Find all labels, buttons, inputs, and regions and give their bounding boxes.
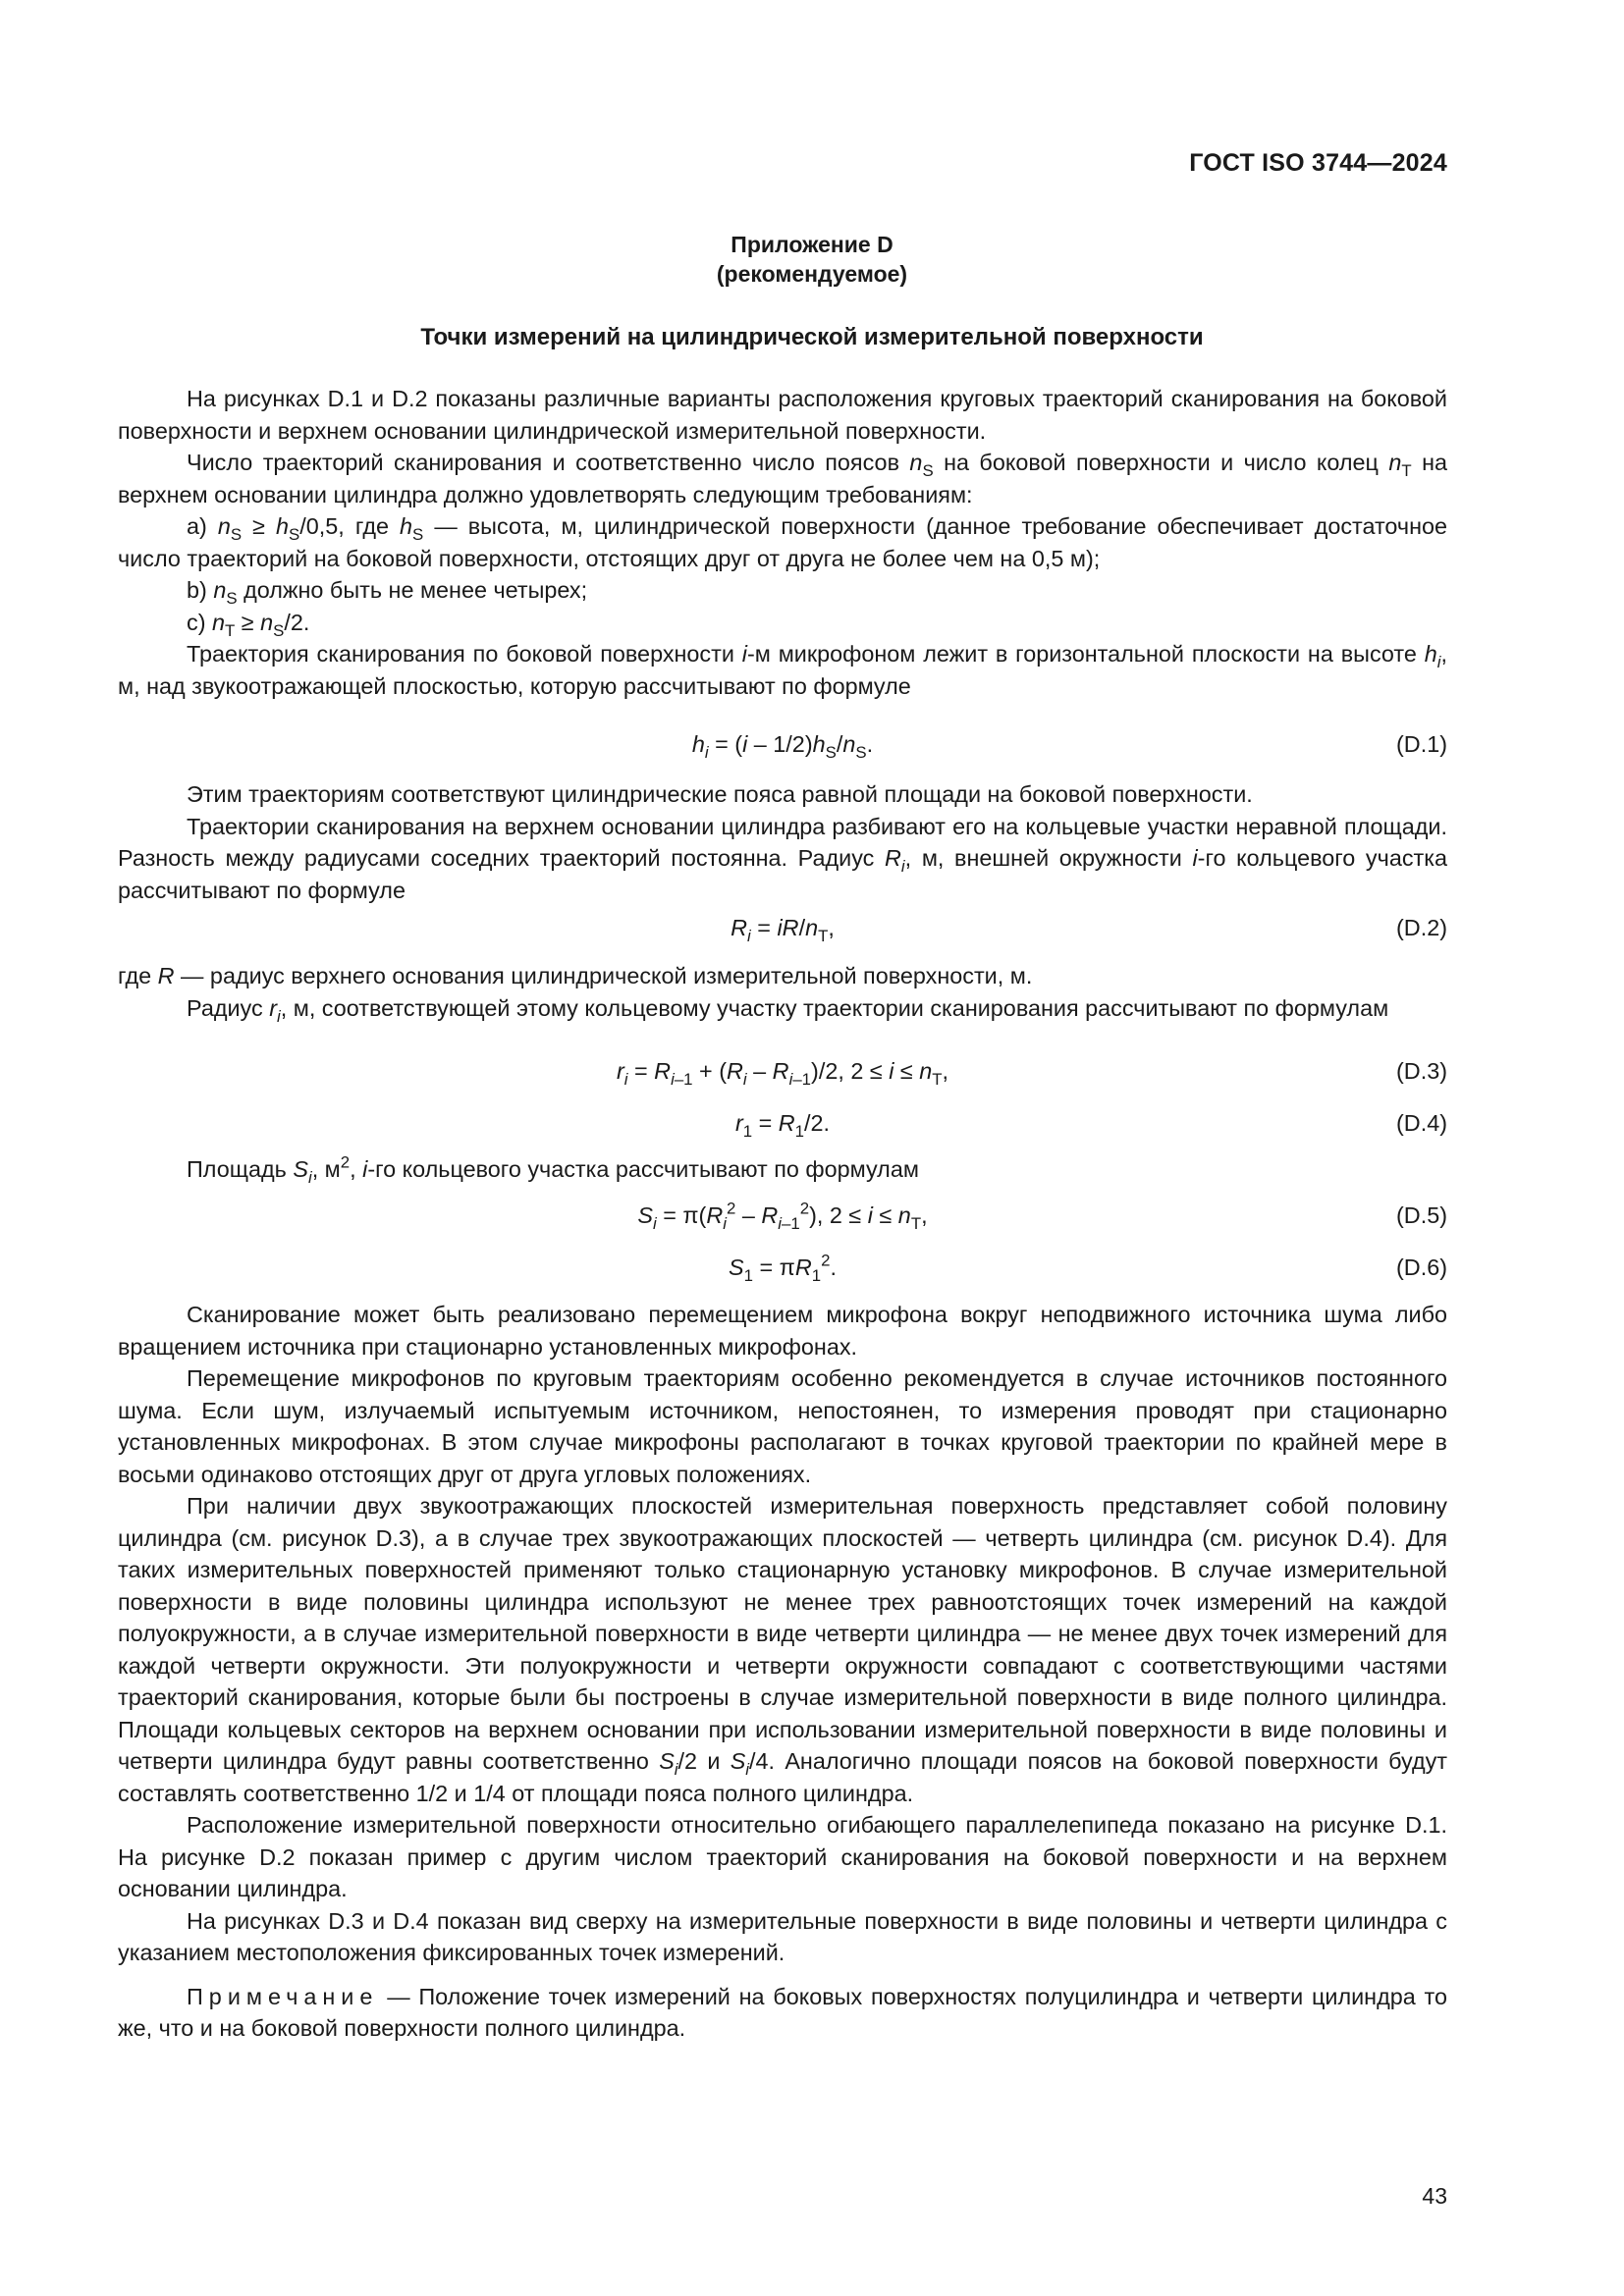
paragraph: На рисунках D.3 и D.4 показан вид сверху на измерительные поверхности в виде половины и четверти цилиндра с указанием местоположения фиксированных точек измерений. xyxy=(118,1907,1447,1965)
formula-number: (D.3) xyxy=(1396,1058,1447,1084)
paragraph: Число траекторий сканирования и соответственно число поясов $n_S$ на боковой поверхности и число колец $n_T$ на верхнем основании цилиндра должно удовлетворять следующим требованиям: xyxy=(118,450,1448,507)
formula-d1: $h_i = (i - 1/2)h_S/n_S$. (D.1) xyxy=(118,728,1447,760)
paragraph: где R — радиус верхнего основания цилиндрической измерительной поверхности, м. xyxy=(118,963,1033,988)
text-block-3 xyxy=(118,960,1447,1024)
annex-status: (рекомендуемое) xyxy=(716,261,908,287)
note-label: Примечание xyxy=(187,1983,379,2009)
paragraph: Траектория сканирования по боковой поверхности i-м микрофоном лежит в горизонтальной плоскости на высоте $h_i$, м, над звукоотражающей плоскостью, которую рассчитывают по формуле xyxy=(118,641,1447,699)
standard-designation: ГОСТ ISO 3744—2024 xyxy=(1189,149,1447,177)
paragraph: Перемещение микрофонов по круговым траекториям особенно рекомендуется в случае источников постоянного шума. Если шум, излучаемый испытуемым источником, непостоянен, то измерения проводят при стационарно установленных микрофонах. В этом случае микрофоны располагают в точках круговой траектории по крайней мере в восьми одинаково отстоящих друг от друга угловых положениях. xyxy=(118,1365,1447,1487)
section-title: Точки измерений на цилиндрической измерительной поверхности xyxy=(420,324,1204,350)
formula-d4: $r_1 = R_1/2$. (D.4) xyxy=(118,1107,1447,1139)
formula-number: (D.6) xyxy=(1396,1255,1447,1280)
text-block-4 xyxy=(118,1153,1447,1186)
paragraph: Сканирование может быть реализовано перемещением микрофона вокруг неподвижного источника шума либо вращением источника при стационарно установленных микрофонах. xyxy=(118,1302,1447,1360)
requirement-b: b) $n_S$ должно быть не менее четырех; xyxy=(187,577,588,608)
annex-title: Приложение D xyxy=(731,232,893,257)
formula-d3: $r_i = R_{i-1} + (R_i - R_{i-1})/2$, $2 \le i \le n_T$, (D.3) xyxy=(118,1055,1447,1087)
paragraph: Траектории сканирования на верхнем основании цилиндра разбивают его на кольцевые участки неравной площади. Разность между радиусами соседних траекторий постоянна. Радиус $R_i$, м, внешней окружности i-го кольцевого участка рассчитывают по формуле xyxy=(118,813,1447,903)
page-number: 43 xyxy=(1422,2183,1447,2209)
formula-number: (D.1) xyxy=(1396,731,1447,757)
text-block-5 xyxy=(118,1299,1447,2045)
paragraph: Радиус $r_i$, м, соответствующей этому кольцевому участку траектории сканирования рассчитывают по формулам xyxy=(187,994,1389,1026)
formula-d2: $R_i = iR/n_T$, (D.2) xyxy=(118,912,1447,943)
formula-d6: $S_1 = \pi R_1^2$. (D.6) xyxy=(729,1251,1447,1285)
paragraph: Этим траекториям соответствуют цилиндрические пояса равной площади на боковой поверхности. xyxy=(187,781,1253,807)
formula-number: (D.2) xyxy=(1396,915,1447,940)
paragraph: Расположение измерительной поверхности относительно огибающего параллелепипеда показано на рисунке D.1. На рисунке D.2 показан пример с другим числом траекторий сканирования на боковой поверхности и на верхнем основании цилиндра. xyxy=(118,1812,1447,1901)
paragraph: Площадь $S_i$, $м^2$, i-го кольцевого участка рассчитывают по формулам xyxy=(187,1152,919,1187)
paragraph: При наличии двух звукоотражающих плоскостей измерительная поверхность представляет собой половину цилиндра (см. рисунок D.3), а в случае трех звукоотражающих плоскостей — четверть цилиндра (см. рисунок D.4). Для таких измерительных поверхностей применяют только стационарную установку микрофонов. В случае измерительной поверхности в виде половины цилиндра используют не менее трех равноотстоящих точек измерений на каждой полуокружности, а в случае измерительной поверхности в виде четверти цилиндра — не менее двух точек измерений для каждой четверти окружности. Эти полуокружности и четверти окружности совпадают с соответствующими частями траекторий сканирования, которые были бы построены в случае измерительной поверхности в виде полного цилиндра. Площади кольцевых секторов на верхнем основании при использовании измерительной поверхности в виде половины и четверти цилиндра будут равны соответственно $S_i/2$ и $S_i/4$. Аналогично площади поясов на боковой поверхности будут составлять соответственно 1/2 и 1/4 от площади пояса полного цилиндра. xyxy=(118,1493,1448,1806)
formula-number: (D.4) xyxy=(1396,1110,1447,1136)
text-block-1 xyxy=(118,383,1447,702)
formula-d5: $S_i = \pi(R_i^2 - R_{i-1}^2)$, $2 \le i \le n_T$, (D.5) xyxy=(637,1199,1447,1233)
requirement-a: a) $n_S \ge h_S/0,5$, где $h_S$ — высота, м, цилиндрической поверхности (данное требование обеспечивает достаточное число траекторий на боковой поверхности, отстоящих друг от друга не более чем на 0,5 м); xyxy=(118,513,1448,571)
requirement-c: c) $n_T \ge n_S/2$. xyxy=(187,609,310,640)
paragraph: На рисунках D.1 и D.2 показаны различные варианты расположения круговых траекторий сканирования на боковой поверхности и верхнем основании цилиндрической измерительной поверхности. xyxy=(118,386,1447,444)
text-block-2 xyxy=(118,778,1447,906)
formula-number: (D.5) xyxy=(1396,1202,1447,1228)
note: Примечание — Положение точек измерений на боковых поверхностях полуцилиндра и четверти цилиндра то же, что и на боковой поверхности полного цилиндра. xyxy=(118,1983,1447,2041)
